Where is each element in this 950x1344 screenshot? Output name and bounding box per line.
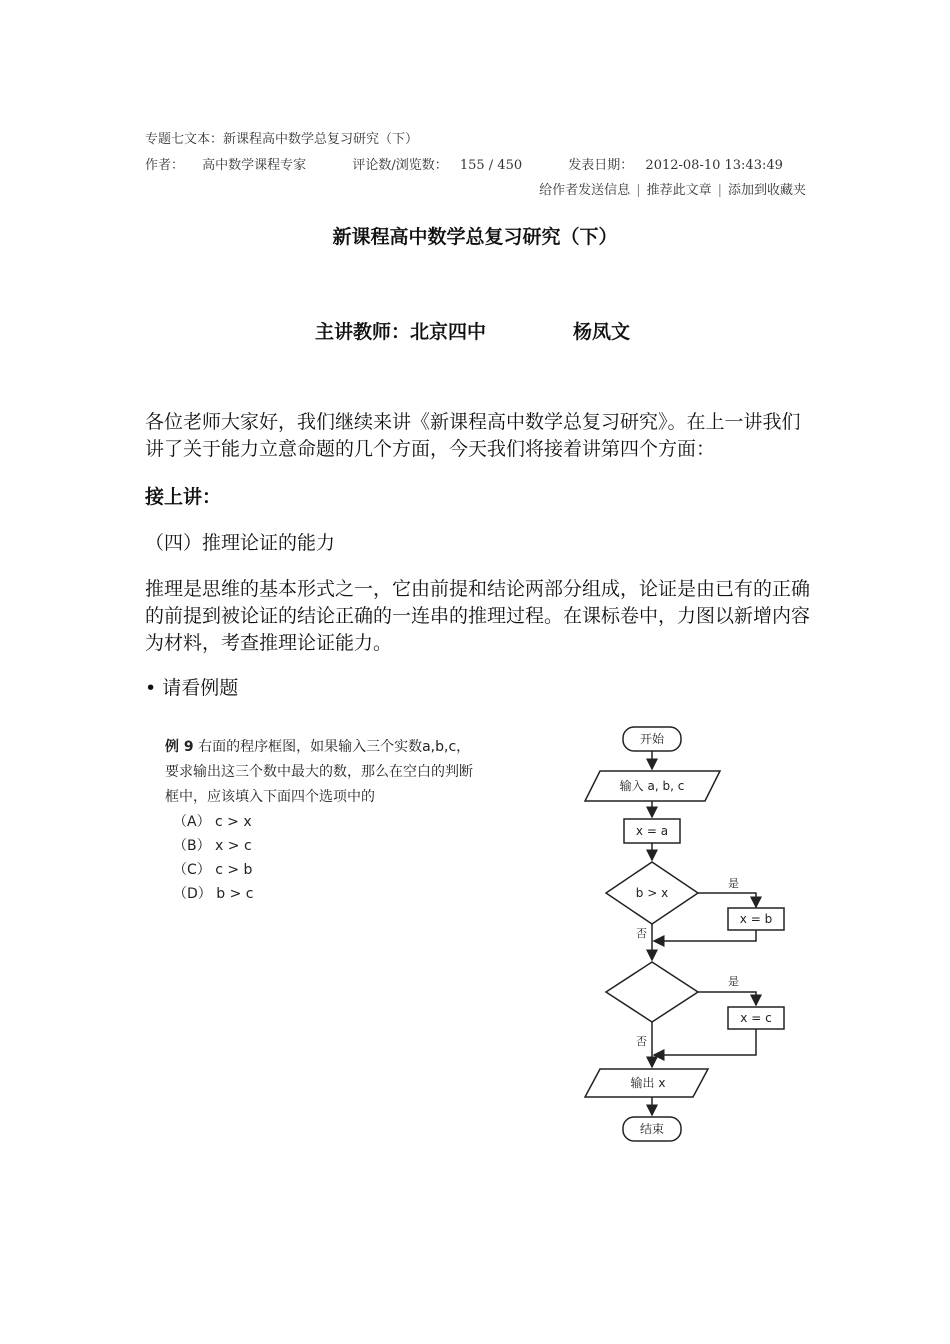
flow-assign-a-label: x = a [635, 824, 669, 838]
flow-decision-1-label: b > x [635, 886, 669, 900]
date-label: 发表日期： [568, 158, 634, 173]
date-value: 2012-08-10 13:43:49 [645, 158, 783, 173]
continue-heading: 接上讲： [145, 486, 222, 508]
intro-paragraph: 各位老师大家好，我们继续来讲《新课程高中数学总复习研究》。在上一讲我们讲了关于能力立意命题的几个方面，今天我们将接着讲第四个方面： [145, 411, 801, 460]
recommend-link[interactable]: 推荐此文章 [646, 183, 712, 198]
flow-output-label: 输出 x [630, 1076, 666, 1090]
example-problem [165, 735, 473, 906]
link-separator: | [717, 183, 722, 198]
stats-value: 155 / 450 [459, 158, 523, 173]
lecturer-label: 主讲教师：北京四中 [315, 321, 487, 343]
flow-yes-label-2: 是 [728, 975, 739, 988]
flow-end-label: 结束 [639, 1122, 665, 1136]
link-separator: | [636, 183, 641, 198]
send-message-link[interactable]: 给作者发送信息 [539, 183, 631, 198]
flow-start-label: 开始 [639, 732, 665, 746]
option-b: （B） x > c [173, 838, 252, 854]
reasoning-paragraph: 推理是思维的基本形式之一，它由前提和结论两部分组成，论证是由已有的正确的前提到被论证的结论正确的一连串的推理过程。在课标卷中，力图以新增内容为材料，考查推理论证能力。 [145, 578, 811, 654]
example-line-3: 框中，应该填入下面四个选项中的 [165, 789, 375, 805]
example-text-1: 右面的程序框图，如果输入三个实数a,b,c， [198, 739, 471, 755]
flow-no-label-1: 否 [636, 927, 647, 940]
flow-decision-2-blank [606, 962, 698, 1022]
flow-input-label: 输入 a, b, c [619, 779, 685, 793]
stats-label: 评论数/浏览数： [352, 158, 448, 173]
section-heading: （四）推理论证的能力 [145, 532, 336, 554]
bullet-text: 请看例题 [162, 677, 239, 699]
article-title: 新课程高中数学总复习研究（下） [332, 226, 618, 248]
flowchart-diagram [560, 715, 820, 1155]
bullet-dot: • [145, 677, 157, 699]
flow-assign-c-label: x = c [740, 1011, 772, 1025]
add-favorite-link[interactable]: 添加到收藏夹 [727, 183, 806, 198]
example-label: 例 9 [165, 739, 194, 755]
flow-no-label-2: 否 [636, 1035, 647, 1048]
lecturer-name: 杨凤文 [573, 321, 631, 343]
option-a: （A） c > x [173, 814, 252, 830]
option-d: （D） b > c [173, 886, 254, 902]
flow-yes-label-1: 是 [728, 877, 739, 890]
option-c: （C） c > b [173, 862, 253, 878]
flow-assign-b-label: x = b [739, 912, 773, 926]
author-link[interactable]: 高中数学课程专家 [202, 158, 307, 173]
bullet-item [145, 675, 810, 702]
meta-row [145, 154, 783, 173]
author-label: 作者： [145, 158, 185, 173]
action-links [539, 179, 806, 198]
example-line-2: 要求输出这三个数中最大的数，那么在空白的判断 [165, 764, 473, 780]
topic-line: 专题七文本：新课程高中数学总复习研究（下） [145, 132, 419, 147]
example-line-1 [165, 735, 473, 760]
